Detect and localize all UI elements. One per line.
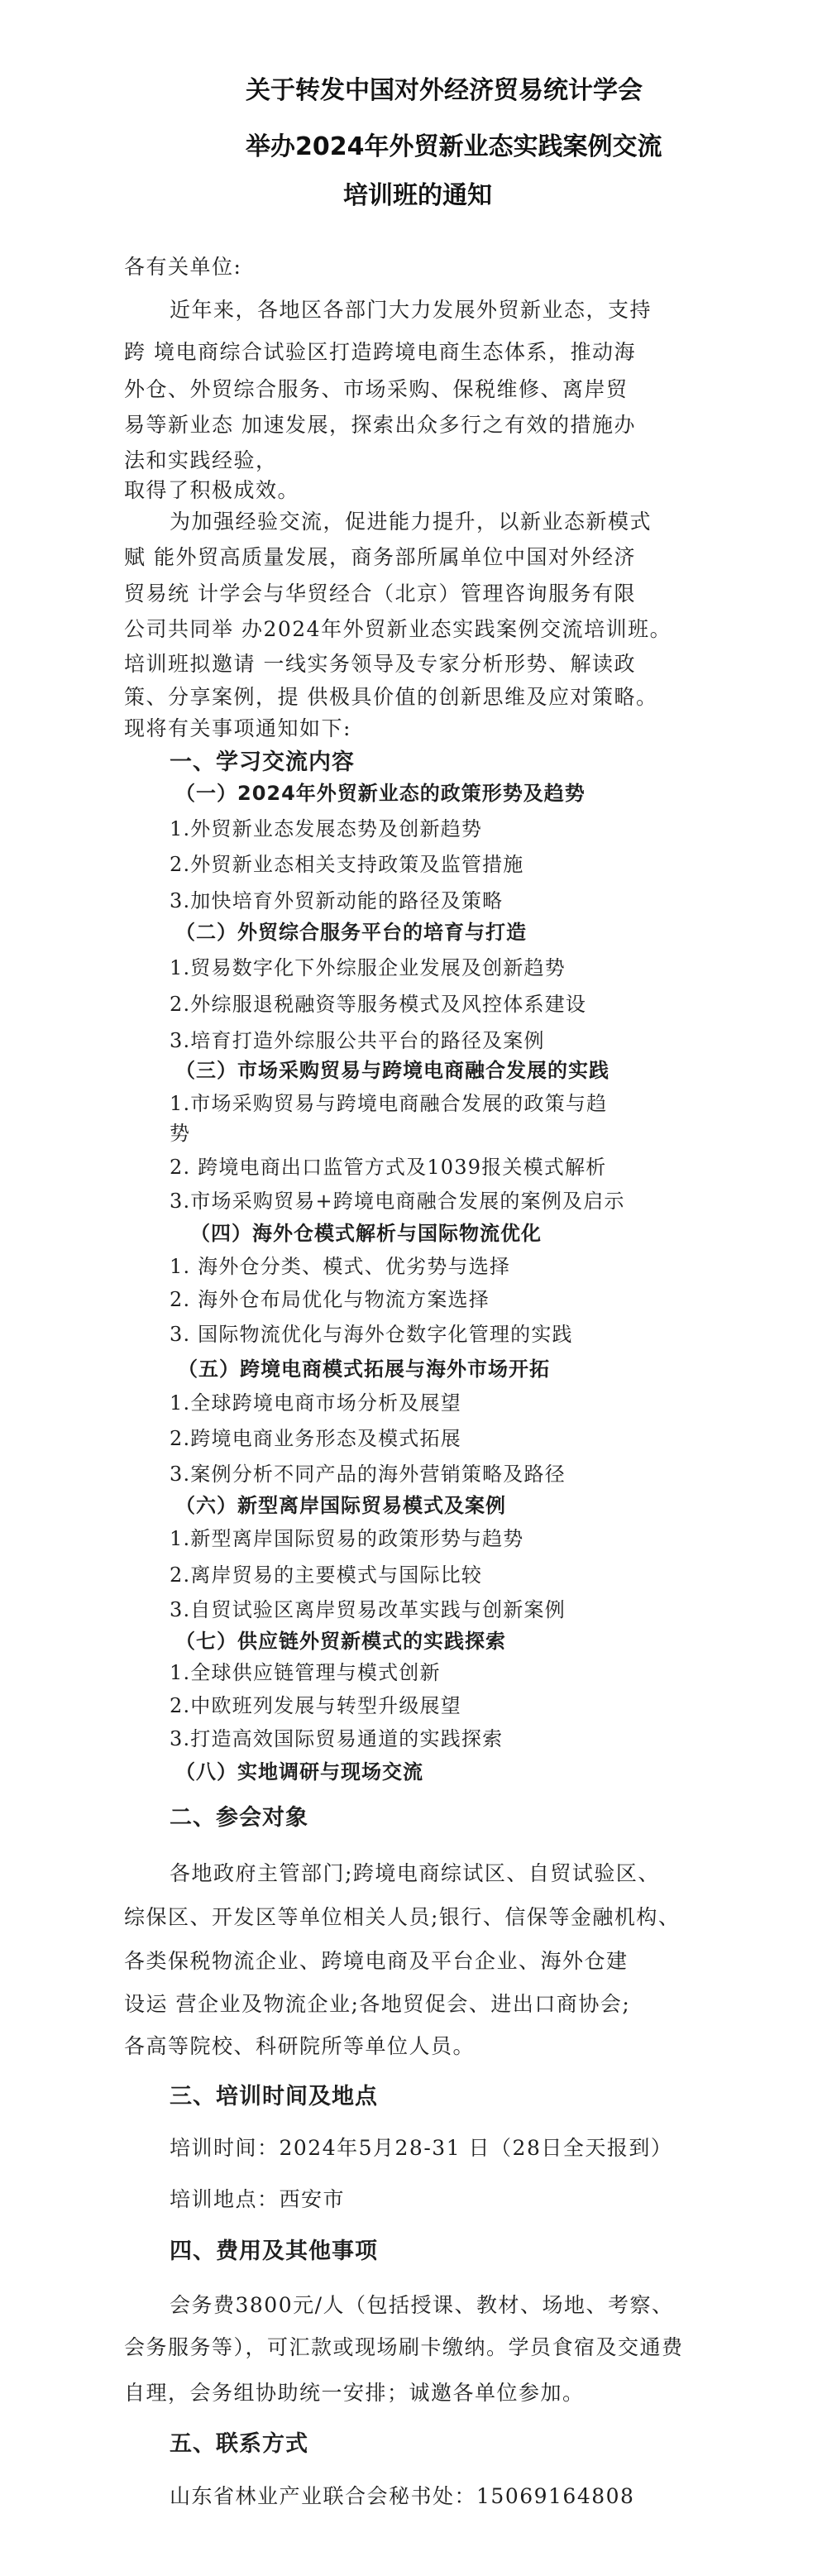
- topic-item: 1.新型离岸国际贸易的政策形势与趋势: [170, 1527, 524, 1550]
- topic-heading: （八）实地调研与现场交流: [175, 1760, 423, 1784]
- intro-line: 公司共同举 办2024年外贸新业态实践案例交流培训班。: [124, 617, 672, 641]
- attendees-line: 各类保税物流企业、跨境电商及平台企业、海外仓建: [124, 1949, 629, 1973]
- attendees-line: 各高等院校、科研院所等单位人员。: [124, 2034, 476, 2058]
- topic-heading: （二）外贸综合服务平台的培育与打造: [175, 921, 527, 944]
- intro-line: 法和实践经验，: [124, 448, 278, 472]
- intro-line: 赋 能外贸高质量发展，商务部所属单位中国对外经济: [124, 545, 636, 569]
- section-heading-time-place: 三、培训时间及地点: [170, 2084, 378, 2109]
- topic-item: 2.离岸贸易的主要模式与国际比较: [170, 1563, 483, 1587]
- intro-line: 为加强经验交流，促进能力提升，以新业态新模式: [170, 510, 653, 534]
- topic-heading: （三）市场采购贸易与跨境电商融合发展的实践: [175, 1059, 609, 1082]
- intro-line: 取得了积极成效。: [124, 478, 300, 502]
- topic-item: 1.贸易数字化下外综服企业发展及创新趋势: [170, 956, 566, 979]
- salutation: 各有关单位:: [124, 255, 242, 279]
- topic-heading: （六）新型离岸国际贸易模式及案例: [175, 1494, 506, 1517]
- training-place: 培训地点：西安市: [170, 2187, 346, 2211]
- intro-line: 易等新业态 加速发展，探索出众多行之有效的措施办: [124, 413, 636, 437]
- fees-line: 自理，会务组协助统一安排；诚邀各单位参加。: [124, 2381, 585, 2405]
- topic-item: 3.市场采购贸易+跨境电商融合发展的案例及启示: [170, 1190, 625, 1213]
- topic-item: 1.市场采购贸易与跨境电商融合发展的政策与趋: [170, 1092, 608, 1115]
- intro-line: 策、分享案例，提 供极具价值的创新思维及应对策略。: [124, 685, 658, 709]
- topic-item: 2.外综服退税融资等服务模式及风控体系建设: [170, 993, 587, 1016]
- notice-title-line-3: 培训班的通知: [343, 181, 492, 210]
- section-heading-content: 一、学习交流内容: [170, 749, 355, 775]
- notice-title-line-1: 关于转发中国对外经济贸易统计学会: [246, 76, 643, 105]
- topic-heading: （四）海外仓模式解析与国际物流优化: [190, 1222, 542, 1245]
- attendees-line: 设运 营企业及物流企业;各地贸促会、进出口商协会;: [124, 1992, 631, 2016]
- attendees-line: 综保区、开发区等单位相关人员;银行、信保等金融机构、: [124, 1905, 681, 1929]
- topic-item: 2. 海外仓布局优化与物流方案选择: [170, 1288, 490, 1311]
- topic-item: 1.外贸新业态发展态势及创新趋势: [170, 817, 483, 840]
- notice-title-line-2: 举办2024年外贸新业态实践案例交流: [246, 132, 662, 161]
- topic-item: 2.外贸新业态相关支持政策及监管措施: [170, 853, 524, 876]
- section-heading-attendees: 二、参会对象: [170, 1805, 308, 1831]
- topic-heading: （五）跨境电商模式拓展与海外市场开拓: [178, 1357, 550, 1381]
- section-heading-contact: 五、联系方式: [170, 2431, 308, 2457]
- topic-item: 3.加快培育外贸新动能的路径及策略: [170, 889, 504, 912]
- topic-item: 1.全球供应链管理与模式创新: [170, 1661, 441, 1684]
- topic-item: 3.自贸试验区离岸贸易改革实践与创新案例: [170, 1598, 566, 1621]
- fees-line: 会务服务等），可汇款或现场刷卡缴纳。学员食宿及交通费: [124, 2335, 684, 2359]
- intro-line: 外仓、外贸综合服务、市场采购、保税维修、离岸贸: [124, 377, 629, 401]
- intro-line: 近年来，各地区各部门大力发展外贸新业态，支持: [170, 298, 653, 322]
- topic-item: 3.案例分析不同产品的海外营销策略及路径: [170, 1463, 566, 1486]
- intro-line: 培训班拟邀请 一线实务领导及专家分析形势、解读政: [124, 652, 636, 676]
- fees-line: 会务费3800元/人（包括授课、教材、场地、考察、: [170, 2293, 674, 2317]
- topic-item: 2.中欧班列发展与转型升级展望: [170, 1694, 461, 1717]
- topic-item: 3.打造高效国际贸易通道的实践探索: [170, 1727, 504, 1750]
- topic-item: 2.跨境电商业务形态及模式拓展: [170, 1427, 461, 1450]
- intro-line: 现将有关事项通知如下:: [124, 716, 351, 740]
- topic-heading: （七）供应链外贸新模式的实践探索: [175, 1630, 506, 1653]
- intro-line: 贸易统 计学会与华贸经合（北京）管理咨询服务有限: [124, 582, 636, 606]
- topic-item: 1.全球跨境电商市场分析及展望: [170, 1391, 461, 1415]
- contact-info: 山东省林业产业联合会秘书处：15069164808: [170, 2484, 635, 2508]
- topic-item: 3.培育打造外综服公共平台的路径及案例: [170, 1029, 545, 1052]
- attendees-line: 各地政府主管部门;跨境电商综试区、自贸试验区、: [170, 1861, 660, 1885]
- training-time: 培训时间：2024年5月28-31 日（28日全天报到）: [170, 2136, 673, 2160]
- topic-item: 3. 国际物流优化与海外仓数字化管理的实践: [170, 1323, 573, 1346]
- topic-heading: （一）2024年外贸新业态的政策形势及趋势: [175, 782, 586, 805]
- topic-item: 势: [170, 1122, 191, 1145]
- intro-line: 跨 境电商综合试验区打造跨境电商生态体系，推动海: [124, 340, 636, 364]
- topic-item: 2. 跨境电商出口监管方式及1039报关模式解析: [170, 1156, 607, 1179]
- topic-item: 1. 海外仓分类、模式、优劣势与选择: [170, 1255, 511, 1278]
- section-heading-fees: 四、费用及其他事项: [170, 2238, 378, 2264]
